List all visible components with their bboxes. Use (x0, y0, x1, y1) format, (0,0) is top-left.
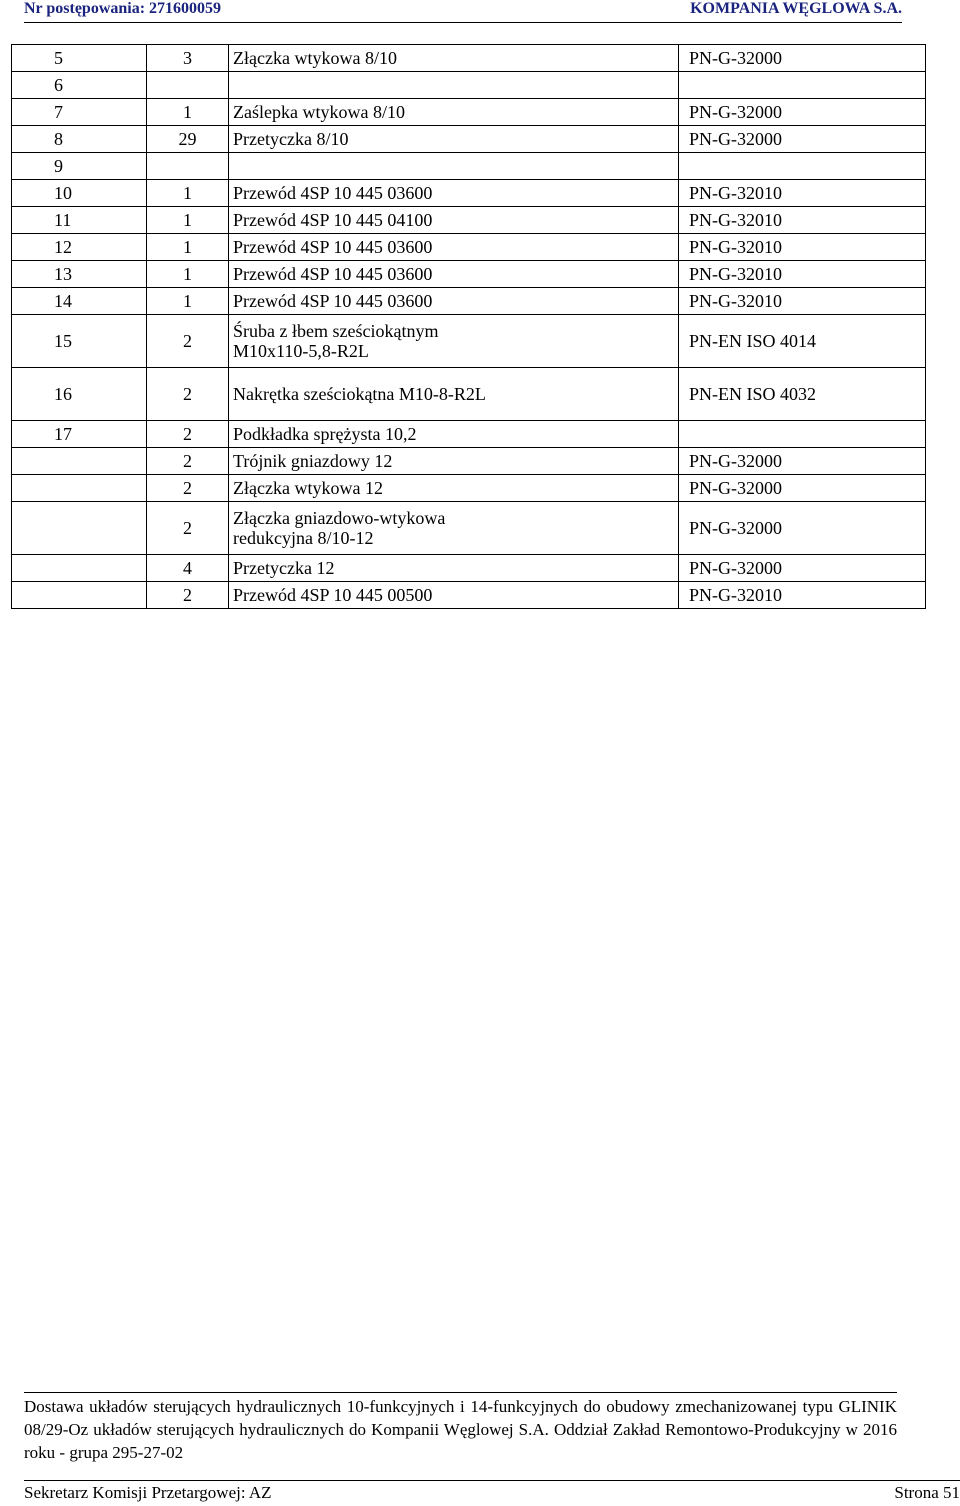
quantity-cell (147, 582, 229, 609)
quantity-cell (147, 207, 229, 234)
quantity-cell-text: 2 (183, 478, 192, 498)
item-name-cell (229, 207, 679, 234)
row-number-cell-text: 13 (54, 264, 72, 284)
standard-cell (679, 288, 926, 315)
table-row (12, 448, 926, 475)
standard-cell-text: PN-EN ISO 4014 (689, 331, 817, 351)
quantity-cell-text: 1 (183, 291, 192, 311)
procedure-number: Nr postępowania: 271600059 (24, 0, 222, 17)
row-number-cell (12, 126, 147, 153)
quantity-cell (147, 475, 229, 502)
table-row (12, 368, 926, 421)
standard-cell (679, 72, 926, 99)
item-name-cell-text: Złączka wtykowa 12 (233, 478, 383, 498)
table-row (12, 45, 926, 72)
standard-cell-text: PN-G-32010 (689, 210, 782, 230)
item-name-cell-text: Przewód 4SP 10 445 04100 (233, 210, 433, 230)
item-name-cell (229, 421, 679, 448)
item-name-cell (229, 153, 679, 180)
item-name-cell-text: Przewód 4SP 10 445 03600 (233, 291, 433, 311)
row-number-cell-text: 16 (54, 384, 72, 404)
item-name-cell (229, 99, 679, 126)
standard-cell (679, 45, 926, 72)
footer-description: Dostawa układów sterujących hydraulicznych 10-funkcyjnych i 14-funkcyjnych do obudowy zmechanizowanej typu GLINIK 08/29-Oz układów sterujących hydraulicznych do Kompanii Węglowej S.A. Oddział Zakład Remontowo-Produkcyjny w 2016 roku - grupa 295-27-02 (24, 1392, 897, 1464)
footer-bottom (24, 1480, 960, 1503)
item-name-cell-text: Podkładka sprężysta 10,2 (233, 424, 417, 444)
standard-cell (679, 180, 926, 207)
quantity-cell-text: 2 (183, 384, 192, 404)
quantity-cell-text: 4 (183, 558, 192, 578)
row-number-cell (12, 234, 147, 261)
standard-cell-text: PN-G-32010 (689, 291, 782, 311)
item-name-cell (229, 288, 679, 315)
standard-cell (679, 421, 926, 448)
row-number-cell (12, 207, 147, 234)
table-row (12, 99, 926, 126)
standard-cell-text: PN-G-32010 (689, 183, 782, 203)
item-name-cell (229, 180, 679, 207)
item-name-cell (229, 448, 679, 475)
quantity-cell (147, 72, 229, 99)
item-name-cell-text: Przewód 4SP 10 445 00500 (233, 585, 433, 605)
quantity-cell (147, 315, 229, 368)
standard-cell-text: PN-EN ISO 4032 (689, 384, 817, 404)
row-number-cell (12, 555, 147, 582)
item-name-cell (229, 475, 679, 502)
quantity-cell-text: 2 (183, 518, 192, 538)
standard-cell (679, 153, 926, 180)
row-number-cell (12, 261, 147, 288)
quantity-cell (147, 180, 229, 207)
standard-cell-text: PN-G-32010 (689, 585, 782, 605)
standard-cell (679, 448, 926, 475)
table-row (12, 315, 926, 368)
table-row (12, 475, 926, 502)
item-name-cell (229, 502, 679, 555)
item-name-cell-text: Nakrętka sześciokątna M10-8-R2L (233, 384, 486, 404)
row-number-cell (12, 582, 147, 609)
item-name-cell-text: Złączka gniazdowo-wtykowa redukcyjna 8/10-12 (233, 508, 446, 548)
table-row (12, 234, 926, 261)
quantity-cell-text: 2 (183, 585, 192, 605)
standard-cell-text: PN-G-32000 (689, 102, 782, 122)
quantity-cell-text: 1 (183, 237, 192, 257)
company-name: KOMPANIA WĘGLOWA S.A. (690, 0, 902, 17)
standard-cell-text: PN-G-32000 (689, 558, 782, 578)
standard-cell-text: PN-G-32000 (689, 129, 782, 149)
table-row (12, 502, 926, 555)
table-row (12, 288, 926, 315)
row-number-cell-text: 17 (54, 424, 72, 444)
table-row (12, 180, 926, 207)
item-name-cell (229, 72, 679, 99)
item-name-cell (229, 582, 679, 609)
standard-cell (679, 582, 926, 609)
item-name-cell-text: Śruba z łbem sześciokątnym M10x110-5,8-R2L (233, 321, 439, 361)
quantity-cell (147, 288, 229, 315)
item-name-cell-text: Trójnik gniazdowy 12 (233, 451, 393, 471)
table-row (12, 153, 926, 180)
row-number-cell-text: 7 (54, 102, 63, 122)
standard-cell (679, 207, 926, 234)
item-name-cell (229, 368, 679, 421)
row-number-cell (12, 72, 147, 99)
row-number-cell-text: 9 (54, 156, 63, 176)
standard-cell-text: PN-G-32010 (689, 264, 782, 284)
row-number-cell-text: 12 (54, 237, 72, 257)
table-row (12, 261, 926, 288)
quantity-cell-text: 1 (183, 183, 192, 203)
quantity-cell (147, 261, 229, 288)
row-number-cell-text: 11 (54, 210, 72, 230)
row-number-cell (12, 180, 147, 207)
row-number-cell-text: 6 (54, 75, 63, 95)
row-number-cell (12, 368, 147, 421)
quantity-cell (147, 555, 229, 582)
table-row (12, 126, 926, 153)
quantity-cell (147, 234, 229, 261)
row-number-cell-text: 15 (54, 331, 72, 351)
parts-table (11, 44, 926, 609)
quantity-cell (147, 45, 229, 72)
quantity-cell (147, 153, 229, 180)
standard-cell-text: PN-G-32000 (689, 478, 782, 498)
standard-cell (679, 126, 926, 153)
table-row (12, 555, 926, 582)
quantity-cell-text: 2 (183, 424, 192, 444)
quantity-cell-text: 1 (183, 210, 192, 230)
item-name-cell-text: Przetyczka 12 (233, 558, 335, 578)
item-name-cell-text: Przewód 4SP 10 445 03600 (233, 183, 433, 203)
row-number-cell-text: 14 (54, 291, 72, 311)
standard-cell (679, 502, 926, 555)
item-name-cell (229, 315, 679, 368)
row-number-cell (12, 448, 147, 475)
standard-cell (679, 368, 926, 421)
quantity-cell (147, 99, 229, 126)
item-name-cell (229, 234, 679, 261)
table-row (12, 421, 926, 448)
row-number-cell-text: 5 (54, 48, 63, 68)
standard-cell-text: PN-G-32000 (689, 451, 782, 471)
standard-cell (679, 99, 926, 126)
row-number-cell (12, 99, 147, 126)
standard-cell-text: PN-G-32010 (689, 237, 782, 257)
row-number-cell (12, 475, 147, 502)
item-name-cell-text: Przewód 4SP 10 445 03600 (233, 237, 433, 257)
standard-cell (679, 234, 926, 261)
row-number-cell (12, 315, 147, 368)
standard-cell (679, 315, 926, 368)
row-number-cell-text: 10 (54, 183, 72, 203)
page-header (24, 0, 902, 23)
quantity-cell-text: 29 (178, 129, 197, 149)
standard-cell-text: PN-G-32000 (689, 518, 782, 538)
row-number-cell-text: 8 (54, 129, 63, 149)
item-name-cell-text: Przetyczka 8/10 (233, 129, 349, 149)
quantity-cell (147, 448, 229, 475)
quantity-cell-text: 3 (183, 48, 192, 68)
item-name-cell (229, 555, 679, 582)
quantity-cell-text: 2 (183, 331, 192, 351)
quantity-cell-text: 2 (183, 451, 192, 471)
row-number-cell (12, 45, 147, 72)
quantity-cell-text: 1 (183, 102, 192, 122)
item-name-cell (229, 126, 679, 153)
standard-cell-text: PN-G-32000 (689, 48, 782, 68)
quantity-cell-text: 1 (183, 264, 192, 284)
row-number-cell (12, 421, 147, 448)
quantity-cell (147, 368, 229, 421)
item-name-cell (229, 45, 679, 72)
table-row (12, 72, 926, 99)
quantity-cell (147, 126, 229, 153)
row-number-cell (12, 288, 147, 315)
standard-cell (679, 261, 926, 288)
item-name-cell (229, 261, 679, 288)
page-number: Strona 51 (894, 1483, 960, 1502)
quantity-cell (147, 502, 229, 555)
table-row (12, 582, 926, 609)
item-name-cell-text: Zaślepka wtykowa 8/10 (233, 102, 405, 122)
secretary-label: Sekretarz Komisji Przetargowej: AZ (24, 1483, 272, 1502)
quantity-cell (147, 421, 229, 448)
standard-cell (679, 555, 926, 582)
item-name-cell-text: Złączka wtykowa 8/10 (233, 48, 397, 68)
row-number-cell (12, 153, 147, 180)
item-name-cell-text: Przewód 4SP 10 445 03600 (233, 264, 433, 284)
standard-cell (679, 475, 926, 502)
table-row (12, 207, 926, 234)
row-number-cell (12, 502, 147, 555)
